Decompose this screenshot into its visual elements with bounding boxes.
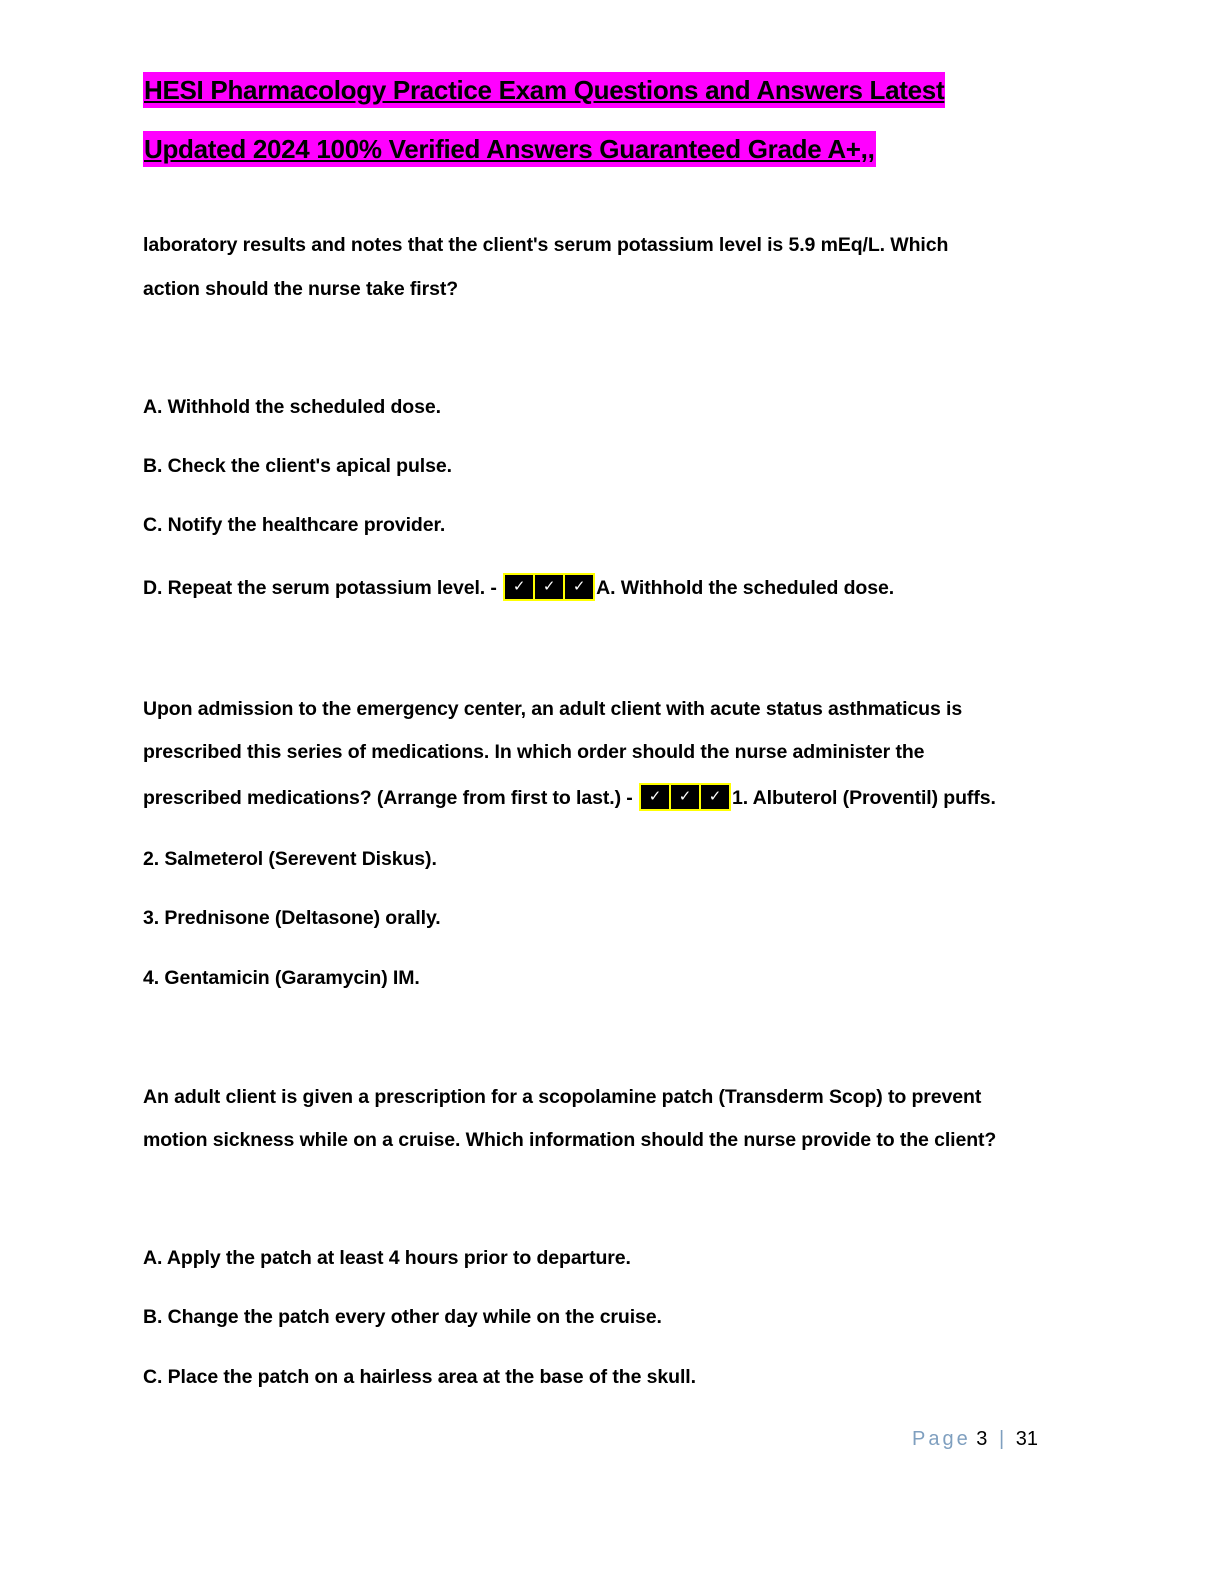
q1-answer: A. Withhold the scheduled dose. (596, 577, 895, 600)
document-title-line-1: HESI Pharmacology Practice Exam Questions and Answers Latest (143, 72, 945, 108)
page-label: Page (912, 1428, 971, 1450)
q3-stem-line-2: motion sickness while on a cruise. Which information should the nurse provide to the client? (143, 1129, 997, 1151)
check-icon: ✓ (505, 575, 533, 599)
answer-checkmarks (639, 783, 731, 811)
q1-option-d: D. Repeat the serum potassium level. - (143, 577, 497, 600)
q2-stem-line-2: prescribed this series of medications. In which order should the nurse administer the (143, 741, 925, 763)
page-number: 3 (976, 1428, 988, 1450)
q2-answer-2: 2. Salmeterol (Serevent Diskus). (143, 848, 437, 870)
q1-option-d-with-answer (143, 575, 894, 603)
q2-answer-3: 3. Prednisone (Deltasone) orally. (143, 907, 441, 929)
q2-answer-1: 1. Albuterol (Proventil) puffs. (732, 787, 996, 810)
q1-option-b: B. Check the client's apical pulse. (143, 455, 452, 477)
page-separator: | (998, 1428, 1005, 1450)
check-icon: ✓ (671, 785, 699, 809)
check-icon: ✓ (701, 785, 729, 809)
q2-stem-line-1: Upon admission to the emergency center, an adult client with acute status asthmaticus is (143, 698, 963, 720)
answer-checkmarks (503, 573, 595, 601)
check-icon: ✓ (565, 575, 593, 599)
q3-stem-line-1: An adult client is given a prescription for a scopolamine patch (Transderm Scop) to prevent (143, 1086, 982, 1108)
page-footer (912, 1426, 1038, 1452)
document-title-line-2: Updated 2024 100% Verified Answers Guaranteed Grade A+,, (143, 131, 876, 167)
q1-option-c: C. Notify the healthcare provider. (143, 514, 446, 536)
q1-option-a: A. Withhold the scheduled dose. (143, 396, 441, 418)
check-icon: ✓ (535, 575, 563, 599)
q1-stem-line-2: action should the nurse take first? (143, 278, 459, 300)
q2-stem-line-3: prescribed medications? (Arrange from first to last.) - (143, 787, 633, 810)
q3-option-c: C. Place the patch on a hairless area at the base of the skull. (143, 1366, 696, 1388)
page-total: 31 (1015, 1428, 1038, 1450)
q2-answer-4: 4. Gentamicin (Garamycin) IM. (143, 967, 420, 989)
q3-option-b: B. Change the patch every other day while on the cruise. (143, 1306, 662, 1328)
q1-stem-line-1: laboratory results and notes that the client's serum potassium level is 5.9 mEq/L. Which (143, 234, 949, 256)
q3-option-a: A. Apply the patch at least 4 hours prior to departure. (143, 1247, 631, 1269)
q2-stem-line-3-with-answer (143, 785, 996, 813)
check-icon: ✓ (641, 785, 669, 809)
